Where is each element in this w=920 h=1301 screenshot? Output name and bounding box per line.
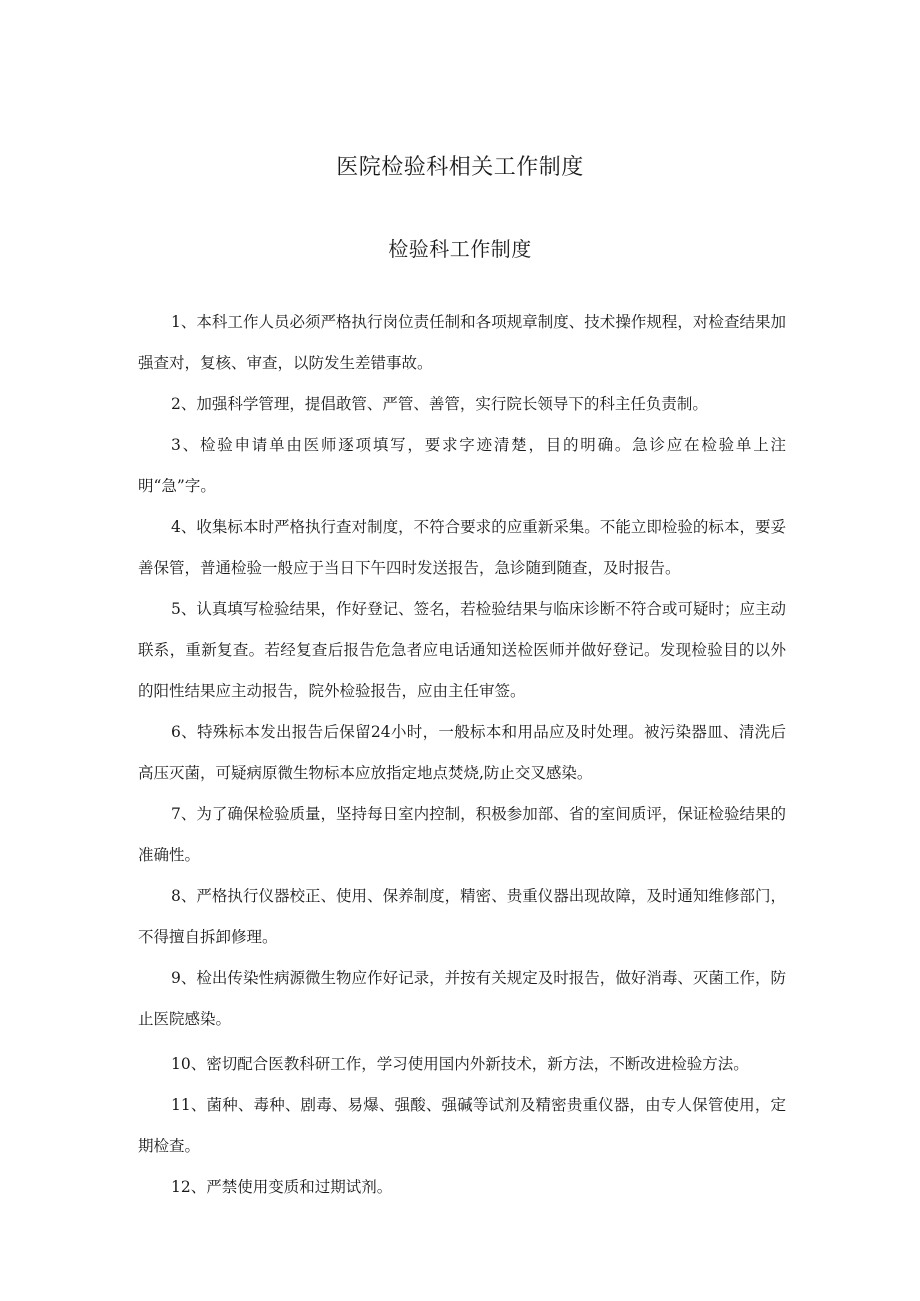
rule-item: 5、认真填写检验结果，作好登记、签名，若检验结果与临床诊断不符合或可疑时；应主动联系，重新复查。若经复查后报告危急者应电话通知送检医师并做好登记。发现检验目的以外的阳性结果应主动报告，院外检验报告，应由主任审签。	[138, 600, 786, 700]
rule-item: 8、严格执行仪器校正、使用、保养制度，精密、贵重仪器出现故障，及时通知维修部门，不得擅自拆卸修理。	[138, 887, 786, 946]
rule-item: 9、检出传染性病源微生物应作好记录，并按有关规定及时报告，做好消毒、灭菌工作，防止医院感染。	[138, 969, 786, 1028]
rule-item: 10、密切配合医教科研工作，学习使用国内外新技术，新方法，不断改进检验方法。	[171, 1055, 749, 1073]
rules-list	[138, 302, 786, 1208]
rule-item: 11、菌种、毒种、剧毒、易爆、强酸、强碱等试剂及精密贵重仪器，由专人保管使用，定期检查。	[138, 1096, 786, 1155]
rule-item: 6、特殊标本发出报告后保留24小时，一般标本和用品应及时处理。被污染器皿、清洗后高压灭菌，可疑病原微生物标本应放指定地点焚烧,防止交叉感染。	[138, 723, 786, 782]
section-title: 检验科工作制度	[388, 237, 532, 261]
rule-item: 1、本科工作人员必须严格执行岗位责任制和各项规章制度、技术操作规程，对检查结果加强查对，复核、审查，以防发生差错事故。	[138, 313, 786, 372]
document-title: 医院检验科相关工作制度	[336, 155, 584, 180]
rule-item: 4、收集标本时严格执行查对制度，不符合要求的应重新采集。不能立即检验的标本，要妥善保管，普通检验一般应于当日下午四时发送报告，急诊随到随查，及时报告。	[138, 518, 786, 577]
rule-item: 12、严禁使用变质和过期试剂。	[171, 1178, 393, 1196]
rule-item: 2、加强科学管理，提倡敢管、严管、善管，实行院长领导下的科主任负责制。	[171, 395, 708, 413]
rule-item: 3、检验申请单由医师逐项填写，要求字迹清楚，目的明确。急诊应在检验单上注明“急”字。	[138, 436, 786, 495]
rule-item: 7、为了确保检验质量，坚持每日室内控制，积极参加部、省的室间质评，保证检验结果的准确性。	[138, 805, 786, 864]
